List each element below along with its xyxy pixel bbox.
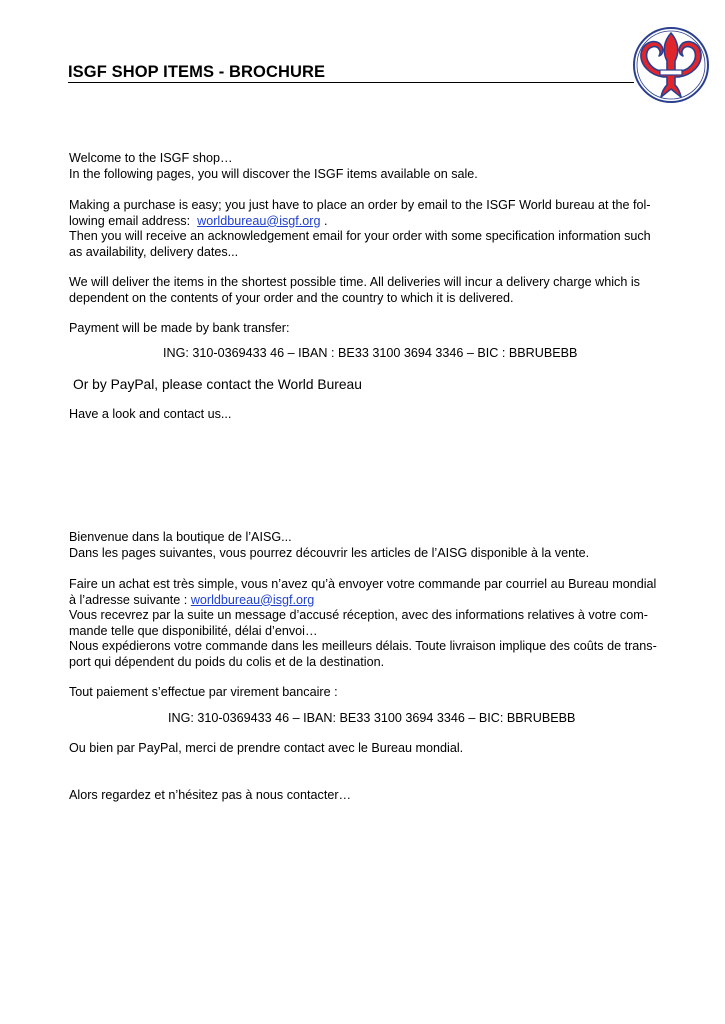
fr-welcome-paragraph [69,530,694,561]
isgf-logo-icon [631,25,711,105]
title-underline [68,82,634,83]
en-welcome-paragraph [69,151,694,182]
en-welcome-line-2: In the following pages, you will discover the ISGF items available on sale. [69,166,478,181]
en-purchase-line-3: Then you will receive an acknowledgement email for your order with some specification information such [69,229,651,244]
en-purchase-paragraph [69,198,694,260]
en-purchase-line-4: as availability, delivery dates... [69,244,239,259]
fr-email-link[interactable]: worldbureau@isgf.org [190,592,315,607]
en-purchase-line-2 [69,214,694,230]
en-payment-text [69,321,694,337]
fr-payment-line: Tout paiement s’effectue par virement bancaire : [69,685,338,699]
fr-purchase-line-4: mande telle que disponibilité, délai d’envoi… [69,623,318,638]
en-payment-line: Payment will be made by bank transfer: [69,321,290,335]
fr-purchase-line-1: Faire un achat est très simple, vous n’avez qu’à envoyer votre commande par courriel au Bureau mondial [69,577,657,591]
en-contact-line: Have a look and contact us... [69,407,232,421]
en-delivery-paragraph [69,275,694,306]
fr-welcome-line-2: Dans les pages suivantes, vous pourrez découvrir les articles de l’AISG disponible à la vente. [69,545,590,560]
fr-welcome-line-1: Bienvenue dans la boutique de l’AISG... [69,530,292,544]
fr-payment-text [69,685,694,701]
fr-delivery-line-2: port qui dépendent du poids du colis et de la destination. [69,654,385,669]
fr-delivery-line-1: Nous expédierons votre commande dans les meilleurs délais. Toute livraison implique des coûts de trans- [69,639,657,654]
fr-purchase-prefix: à l’adresse suivante : [69,592,188,607]
en-purchase-line-1: Making a purchase is easy; you just have to place an order by email to the ISGF World bureau at the fol- [69,198,651,212]
en-welcome-line-1: Welcome to the ISGF shop… [69,151,233,165]
fr-contact-text [69,788,694,804]
en-email-link[interactable]: worldbureau@isgf.org [197,213,321,228]
page-title: ISGF SHOP ITEMS - BROCHURE [68,63,326,81]
fr-paypal-text [69,741,694,757]
fr-contact-line: Alors regardez et n’hésitez pas à nous contacter… [69,788,352,802]
en-delivery-line-2: dependent on the contents of your order and the country to which it is delivered. [69,290,514,305]
fr-purchase-line-3: Vous recevrez par la suite un message d’accusé réception, avec des informations relatives à votre com- [69,608,648,623]
fr-bank-details: ING: 310-0369433 46 – IBAN: BE33 3100 3694 3346 – BIC: BBRUBEBB [168,711,576,725]
fr-purchase-paragraph [69,577,694,671]
en-purchase-suffix: . [324,213,328,228]
en-bank-details: ING: 310-0369433 46 – IBAN : BE33 3100 3694 3346 – BIC : BBRUBEBB [163,346,578,360]
en-contact-text [69,407,694,423]
fr-purchase-line-2 [69,593,694,609]
en-delivery-line-1: We will deliver the items in the shortest possible time. All deliveries will incur a delivery charge which is [69,275,640,289]
en-purchase-prefix: lowing email address: [69,213,191,228]
fr-paypal-line: Ou bien par PayPal, merci de prendre contact avec le Bureau mondial. [69,741,464,755]
en-paypal-text: Or by PayPal, please contact the World Bureau [73,377,362,392]
